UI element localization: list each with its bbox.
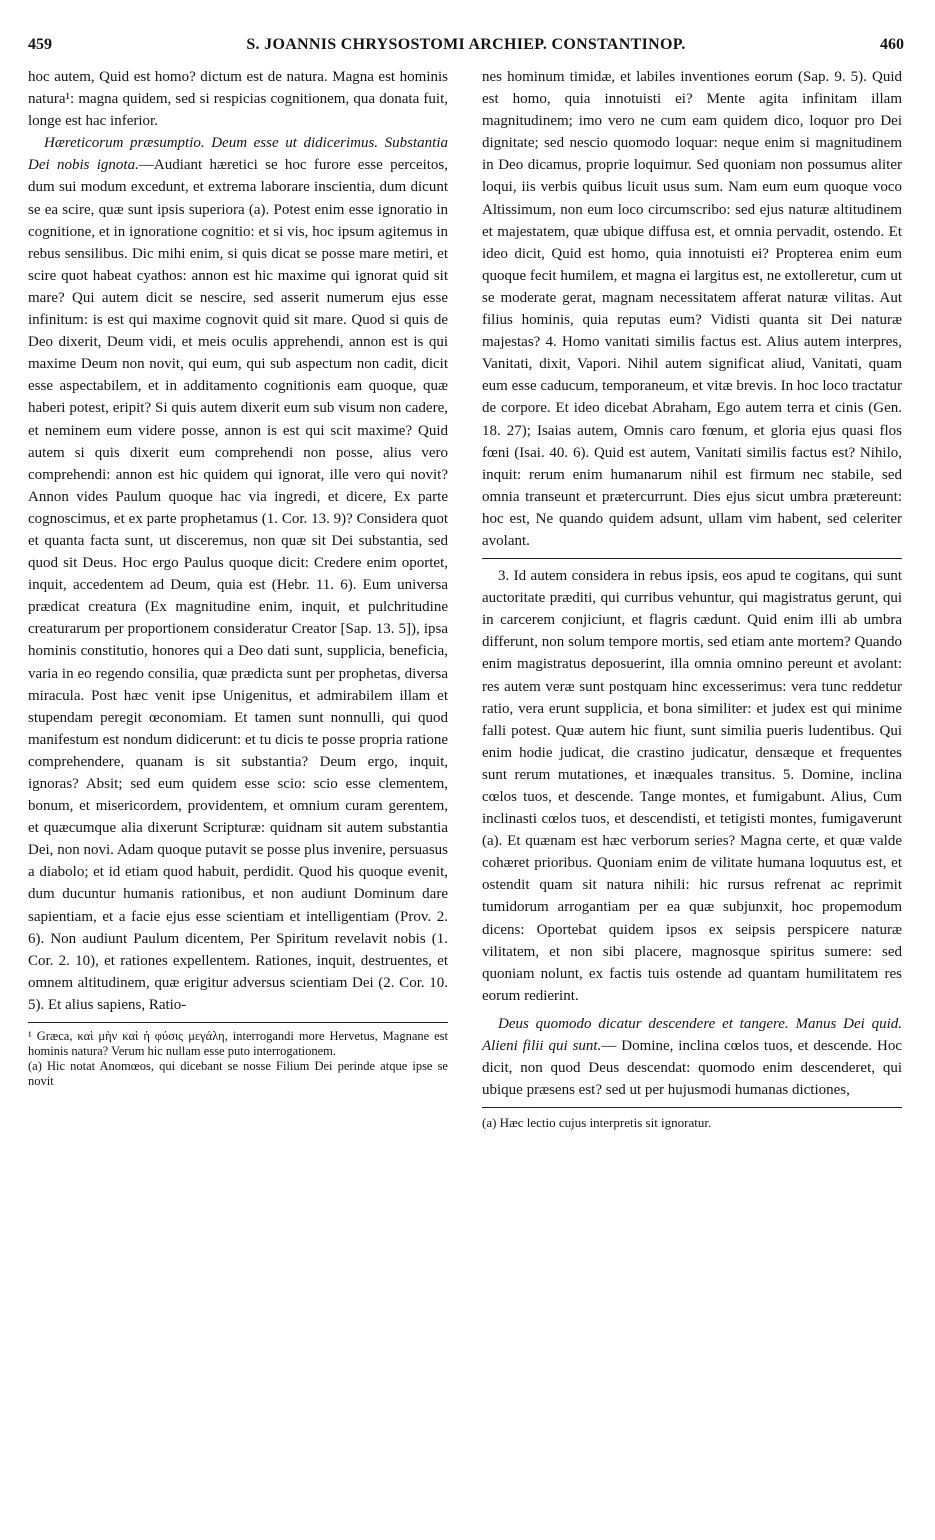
footnote: ¹ Græca, καὶ μὴν καὶ ἡ φύσις μεγάλη, interrogandi more Hervetus, Magnane est hominis natura? Verum hic nullam esse puto interrogationem.: [28, 1029, 448, 1059]
section-divider: [482, 558, 902, 559]
left-column: [28, 66, 448, 1089]
section-heading: Deus quomodo dicatur descendere et tangere. Manus Dei quid. Alieni filii qui sunt.: [482, 1015, 902, 1055]
right-column: [482, 66, 902, 1132]
running-title: S. JOANNIS CHRYSOSTOMI ARCHIEP. CONSTANTINOP.: [246, 36, 686, 53]
paragraph: 3. Id autem considera in rebus ipsis, eos apud te cogitans, qui sunt auctoritate præditi, qui curribus vehuntur, qui magistratus gerunt, qui in carcerem conjiciunt, et flagris cædunt. Quid enim illi ab umbra differunt, non solum tempore mortis, sed etiam ante mortem? Quando enim magistratus deposuerint, illa omnia omnino pereunt et avolant: res autem veræ sunt postquam hinc excesserimus: vera tunc reddetur ratio, vera erunt supplicia, et bona similiter: et judex est qui minime falli potest. Quæ autem hic fiunt, sunt similia pueris ludentibus. Qui enim hodie judicat, die crastino judicatur, densæque et frequentes sunt rerum mutationes, et inæquales transitus. 5. Domine, inclina cœlos tuos, et descende. Tange montes, et fumigabunt. Alius, Cum inclinasti cœlos tuos, et descendisti, et tetigisti montes, fumigaverunt (a). Et quænam est hæc verborum series? Magna certe, et quæ valde cohæret prioribus. Quoniam enim de vilitate humana loquutus est, et ostendit quam sit natura nihili: hic rursus refrenat ac reprimit tumidorum arrogantiam per ea quæ subjunxit, hoc propemodum dicens: Oportebat quidem ipsos ex seipsis perspicere naturæ vilitatem, et non sibi placere, magnosque spiritus sumere: sed quoniam nolunt, ex factis tuis ostende ad quantam humilitatem res eorum redierint.: [482, 568, 902, 1004]
section-heading: Hæreticorum præsumptio. Deum esse ut didicerimus. Substantia Dei nobis ignota.: [28, 135, 448, 174]
paragraph: hoc autem, Quid est homo? dictum est de natura. Magna est hominis natura¹: magna quidem, sed si respicias cognitionem, qua donata fuit, longe est hac inferior.: [28, 69, 448, 130]
paragraph-text: — Domine, inclina cœlos tuos, et descende. Hoc dicit, non quod Deus descendat: quomodo enim descenderet, qui ubique præsens est? sed ut per hujusmodi humanas dictiones,: [482, 1038, 902, 1099]
page-number-left: 459: [28, 36, 52, 53]
paragraph: nes hominum timidæ, et labiles inventiones eorum (Sap. 9. 5). Quid est homo, quia innotuisti ei? Mente agita infinitam illam magnitudinem; imo vero ne cum eam quidem dico, loquor pro Dei dignitate; sed nescio quomodo loquar: neque enim si magnitudinem in Deo dicamus, proprie loquimur. Sed quoniam non possumus aliter loqui, iis verbis quibus licuit usus sum. Nam eum eum quoque voco Altissimum, non eum loco circumscribo: sed ejus naturæ altitudinem et majestatem, quæ ubique diffusa est, et omnia pervadit, ostendo. Et ideo dicit, Quid est homo, quia innotuisti ei? Propterea enim eum quoque fecit humilem, et magna ei largitus est, ne extolleretur, cum ut se moderate gerat, magnam necessitatem afferat naturæ vilitas. Aut filius hominis, quia reputas eum? Vidisti quanta sit Dei naturæ majestas? 4. Homo vanitati similis factus est. Alius autem interpres, Vanitati, dixit, Vapori. Nihil autem significat aliud, Vanitati, quam eum esse caducum, temporaneum, et vitæ brevis. In hoc loco tractatur de corpore. Et ideo dicebat Abraham, Ego autem terra et cinis (Gen. 18. 27); Isaias autem, Omnis caro fœnum, et gloria ejus quasi flos fœni (Isai. 40. 6). Quid est autem, Vanitati similis factus est? Nihilo, inquit: rerum enim humanarum nihil est firmum nec stabile, sed omnia transeunt et prætercurrunt. Dies ejus sicut umbra prætereunt: hoc est, Ne quando quidem adsunt, ullam vim habent, sed celeriter avolant.: [482, 69, 902, 549]
page-number-right: 460: [880, 36, 904, 53]
paragraph-text: —Audiant hæretici se hoc furore esse perceitos, dum sui modum excedunt, et extrema laborare inscientia, dum dicunt se ea scire, quæ sunt ipsis superiora (a). Potest enim esse ignoratio in cognitione, et in ignoratione cognitio: et si vis, hoc ipsum agitemus in rebus sensilibus. Dic mihi enim, si quis dicat se posse mare metiri, et scire quot habeat cyathos: annon est hic maxime qui ignorat quid sit mare? Qui autem dicit se nescire, sed asserit numerum ejus esse infinitum: is est qui maxime cognovit quid sit mare. Quod si quis de Deo dixerit, Deum vidi, et meis oculis apprehendi, annon est is qui maxime Deum non novit, qui eum, qui sub aspectum non cadit, dicit esse aspectabilem, et in additamento cognitionis eam quoque, quæ haberi potest, eripit? Si quis autem dixerit eum sub visum non cadere, et neminem eum videre posse, annon is est qui scit maxime? Quid autem si quis dixerit eum comprehendi non posse, alius vero comprehendi: annon est hic quidem qui ignorat, ille vero qui novit? Annon vides Paulum quoque hac via ingredi, et dicere, Ex parte cognoscimus, et ex parte prophetamus (1. Cor. 13. 9)? Considera quot et quanta facta sunt, ut disceremus, non quæ sit Dei substantia, sed quod sit Deus. Hoc ergo Paulus quoque dicit: Credere enim oportet, inquit, accedentem ad Deum, quia est (Hebr. 11. 6). Eum universa prædicat creatura (Ex magnitudine enim, inquit, et pulchritudine creaturarum per proportionem consideratur Creator [Sap. 13. 5]), ipsa hominis constitutio, honores qui a Deo dati sunt, supplicia, beneficia, varia in eo regendo consilia, quæ prædicta sunt per prophetas, diversa miracula. Post hæc venit ipse Unigenitus, et admirabilem illam et stupendam peregit œconomiam. Et tamen sunt nonnulli, qui quod manifestum est nondum didicerunt: et tu dicis te posse propria ratione comprehendere, quanam is sit substantia? Deum ergo, inquit, ignoras? Absit; sed eum quidem esse scio: scio esse clementem, bonum, et misericordem, providentem, et omnium curam gerentem, et quæcumque alia dixerunt Scripturæ: quidnam sit autem substantia Dei, non novi. Adam quoque putavit se posse plus invenire, persuasus a diabolo; et id etiam quod habuit, perdidit. Quod his quoque evenit, dum ducuntur humanis rationibus, et non audiunt Dominum dare sapientiam, et a facie ejus esse scientiam et intelligentiam (Prov. 2. 6). Non audiunt Paulum dicentem, Per Spiritum revelavit nobis (1. Cor. 2. 10), et rationes expellentem. Rationes, inquit, destruentes, et omnem altitudinem, quæ erigitur adversus scientiam Dei (2. Cor. 10. 5). Et alius sapiens, Ratio-: [28, 157, 448, 1013]
footnote: (a) Hic notat Anomœos, qui dicebant se nosse Filium Dei perinde atque ipse se novit: [28, 1059, 448, 1089]
footnote-divider: [482, 1107, 902, 1108]
running-header: [28, 36, 904, 62]
footnote: (a) Hæc lectio cujus interpretis sit ignoratur.: [482, 1115, 712, 1131]
footnote-divider: [28, 1022, 448, 1023]
paragraph-with-heading: [482, 1013, 902, 1101]
paragraph-with-heading: [28, 132, 448, 1016]
